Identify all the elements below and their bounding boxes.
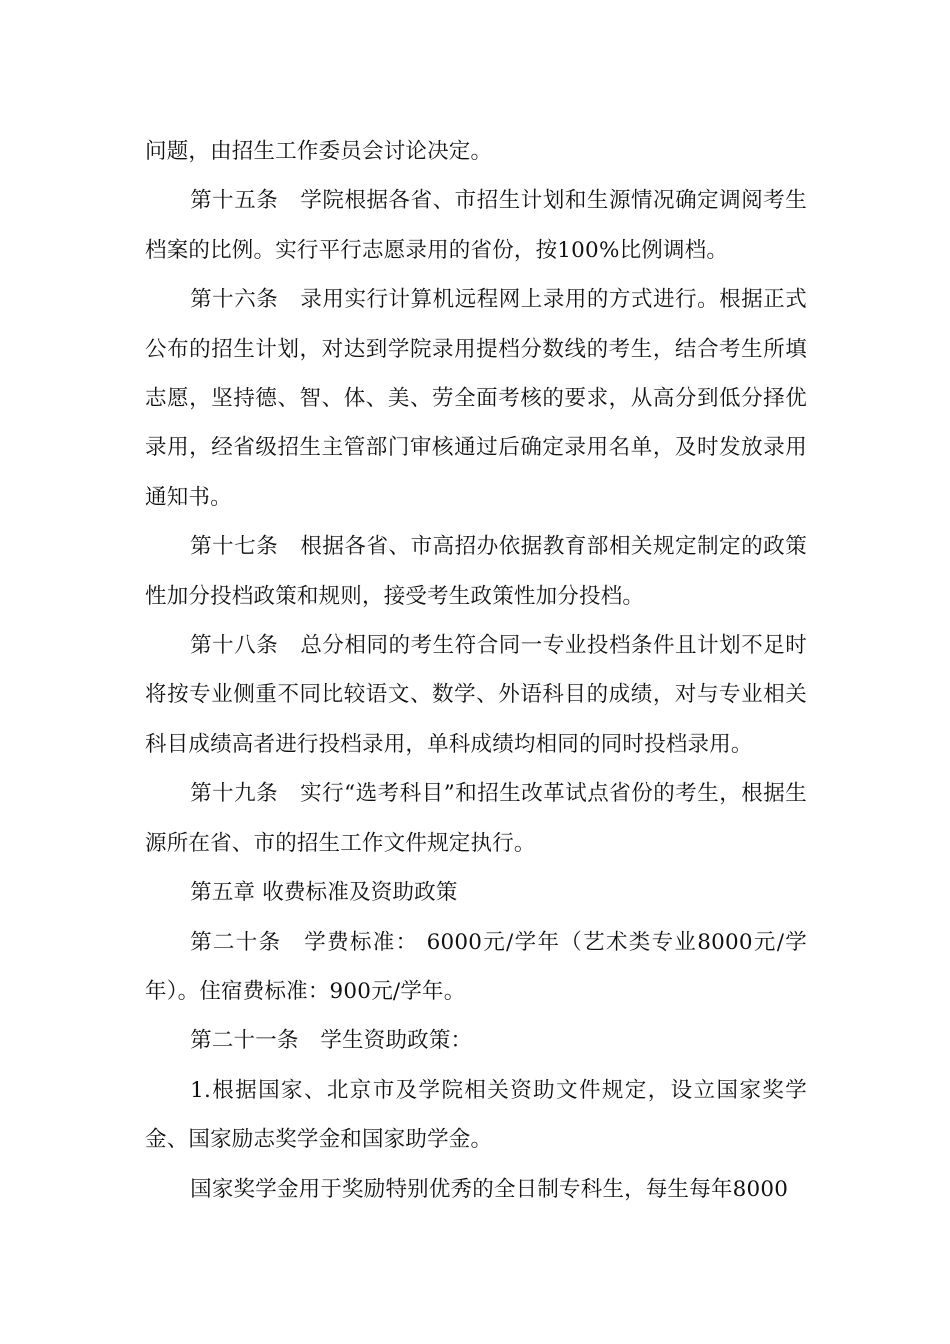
paragraph-article-17: 第十七条 根据各省、市高招办依据教育部相关规定制定的政策性加分投档政策和规则，接受考生政策性加分投档。 (145, 534, 807, 609)
paragraph-article-15: 第十五条 学院根据各省、市招生计划和生源情况确定调阅考生档案的比例。实行平行志愿录用的省份，按100%比例调档。 (145, 188, 807, 263)
paragraph-article-19: 第十九条 实行“选考科目”和招生改革试点省份的考生，根据生源所在省、市的招生工作文件规定执行。 (145, 781, 807, 856)
paragraph-article-18: 第十八条 总分相同的考生符合同一专业投档条件且计划不足时将按专业侧重不同比较语文、数学、外语科目的成绩，对与专业相关科目成绩高者进行投档录用，单科成绩均相同的同时投档录用。 (145, 633, 807, 757)
chapter-heading-5: 第五章 收费标准及资助政策 (190, 880, 458, 906)
paragraph-article-21: 第二十一条 学生资助政策： (190, 1028, 473, 1054)
document-body (145, 127, 807, 1214)
paragraph-continuation: 问题，由招生工作委员会讨论决定。 (145, 139, 493, 164)
paragraph-article-20: 第二十条 学费标准： 6000元/学年（艺术类专业8000元/学年）。住宿费标准：900元/学年。 (145, 929, 807, 1004)
paragraph-national-scholarship: 国家奖学金用于奖励特别优秀的全日制专科生，每生每年8000 (190, 1176, 789, 1202)
paragraph-item-1: 1.根据国家、北京市及学院相关资助文件规定，设立国家奖学金、国家励志奖学金和国家助学金。 (145, 1077, 807, 1153)
paragraph-article-16: 第十六条 录用实行计算机远程网上录用的方式进行。根据正式公布的招生计划，对达到学院录用提档分数线的考生，结合考生所填志愿，坚持德、智、体、美、劳全面考核的要求，从高分到低分择优录用，经省级招生主管部门审核通过后确定录用名单，及时发放录用通知书。 (145, 287, 807, 510)
